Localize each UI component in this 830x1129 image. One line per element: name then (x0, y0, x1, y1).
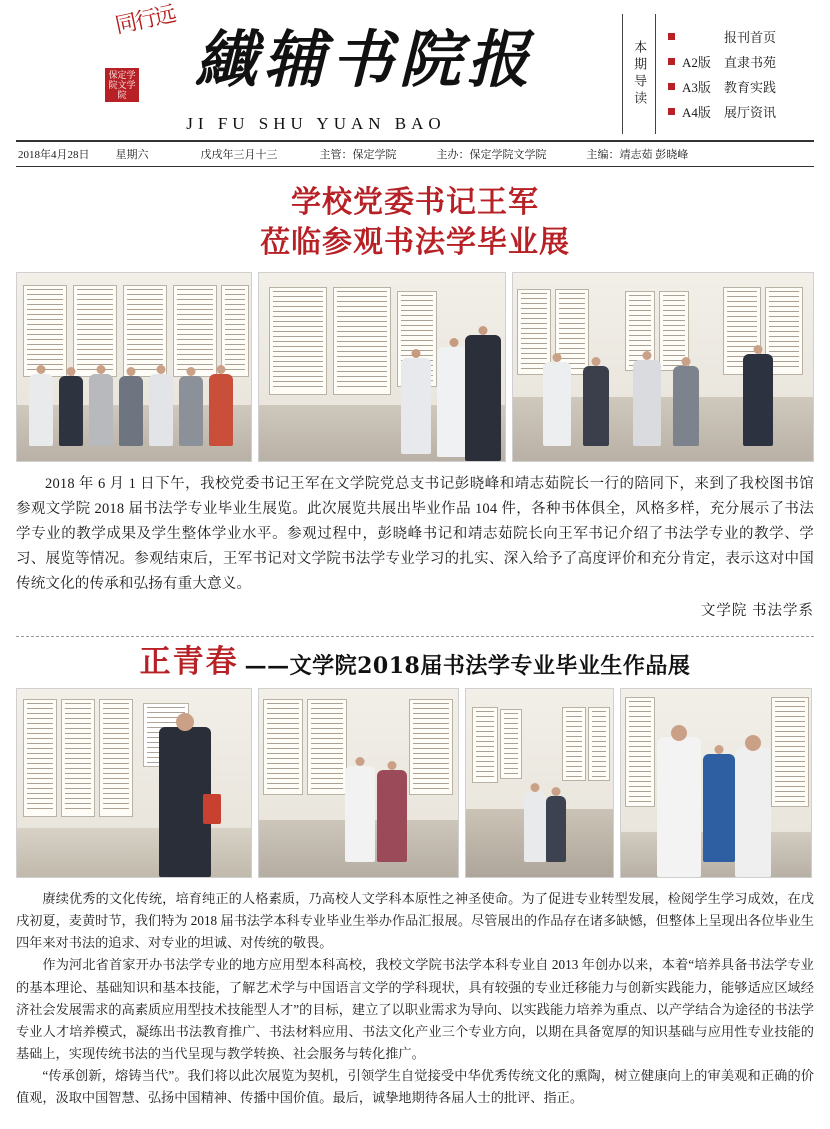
index-item-a3[interactable] (668, 77, 814, 96)
index-item-home[interactable] (668, 27, 814, 46)
supervisor-org: 主管：保定学院 (319, 149, 397, 161)
section2-photo-strip (16, 688, 814, 878)
photo-guests-discussing (620, 688, 812, 878)
index-item-a2[interactable] (668, 52, 814, 71)
chief-editor: 主编：靖志茹 彭晓峰 (586, 149, 689, 161)
bullet-icon (668, 33, 675, 40)
page-title: 纎辅书院报 (194, 23, 535, 96)
red-seal-stamp-icon: 保定学院文学院 (105, 68, 139, 102)
bullet-icon (668, 58, 675, 65)
issue-date: 2018年4月28日 (18, 149, 90, 161)
lead-article-body (16, 472, 814, 624)
issue-info-bar (16, 142, 814, 167)
bullet-icon (668, 83, 675, 90)
section2-header (16, 643, 814, 680)
seal-logo (97, 2, 189, 106)
photo-corridor-view (465, 688, 614, 878)
section2-paragraph-2: 作为河北省首家开办书法学专业的地方应用型本科高校，我校文学院书法学本科专业自 2013 年创办以来，本着“培养具备书法学专业的基本理论、基础知识和基本技能，了解艺术学与中国语言文学的学科现状，具有较强的专业迁移能力与创新实践能力，能够适应区域经济社会发展需求的高素质应用型技术技能型人才”的目标，建立了以职业需求为导向、以实践能力培养为重点、以产学结合为途径的书法学专业人才培养模式，凝练出书法教育推广、书法材料应用、书法文化产业三个专业方向，以期在具备宽厚的知识基础与应用性专业技能的基础上，实现传统书法的当代呈现与教学转换、社会服务与转化推广。 (16, 957, 814, 1062)
section2-title-red: 正青春 (139, 643, 239, 680)
issue-index-list (662, 14, 814, 134)
paper-title-pinyin: JI FU SHU YUAN BAO (186, 114, 446, 133)
index-item-label: 教育实践 (724, 80, 777, 95)
index-item-label: 展厅资讯 (724, 105, 777, 120)
sponsor-org: 主办：保定学院文学院 (436, 149, 547, 161)
section2-title-black: ——文学院2018届书法学专业毕业生作品展 (244, 652, 691, 679)
photo-group-visit (16, 272, 252, 462)
section2-article-body (16, 888, 814, 1110)
lead-headline-line2: 莅临参观书法学毕业展 (260, 224, 570, 260)
photo-gallery-tour (512, 272, 814, 462)
lead-headline (16, 183, 814, 262)
lead-signature: 文学院 书法学系 (700, 602, 814, 619)
issue-guide-label (622, 14, 656, 134)
index-item-code: A2版 (682, 55, 711, 70)
index-item-label: 直隶书苑 (724, 55, 777, 70)
lead-paragraph: 2018 年 6 月 1 日下午，我校党委书记王军在文学院党总支书记彭晓峰和靖志茹院长一行的陪同下，来到了我校图书馆参观文学院 2018 届书法学专业毕业生展览。此次展览共展出毕业作品 104 件，各种书体俱全，风格多样，充分展示了书法学专业的教学成果及学生整体学业水平。参观过程中，彭晓峰书记和靖志茹院长向王军书记介绍了书法学专业的教学、学习、展览等情况。参观结束后，王军书记对文学院书法学专业学习的扎实、深入给予了高度评价和充分肯定，表示这对中国传统文化的传承和弘扬有重大意义。 (16, 476, 814, 592)
issue-lunar-date: 戊戌年三月十三 (200, 149, 278, 161)
lead-photo-strip (16, 272, 814, 462)
index-item-code: A3版 (682, 80, 711, 95)
issue-weekday: 星期六 (115, 149, 149, 161)
index-item-code: A4版 (682, 105, 711, 120)
lead-headline-line1: 学校党委书记王军 (291, 185, 539, 220)
masthead (16, 2, 814, 142)
section2-paragraph-1: 赓续优秀的文化传统，培育纯正的人格素质，乃高校人文学科本原性之神圣使命。为了促进专业转型发展，检阅学生学习成效，在戊戌初夏，麦黄时节，我们特为 2018 届书法学本科专业毕业生举办作品汇报展。尽管展出的作品存在诸多缺憾，但整体上呈现出各位毕业生四年来对书法的追求、对专业的坦诚、对传统的敬畏。 (16, 890, 814, 951)
index-item-label: 报刊首页 (724, 30, 777, 45)
section-divider (16, 636, 814, 637)
logo-row (16, 2, 616, 106)
photo-viewing-works (258, 272, 506, 462)
section2-paragraph-3: “传承创新，熔铸当代”。我们将以此次展览为契机，引领学生自觉接受中华优秀传统文化的熏陶，树立健康向上的审美观和正确的价值观，汲取中国智慧、弘扬中国精神、传播中国价值。最后，诚挚地期待各届人士的批评、指正。 (16, 1068, 814, 1106)
photo-students-talking (258, 688, 459, 878)
calligraphy-mark: 同行远 (112, 2, 177, 39)
issue-guide-text: 本期导读 (632, 40, 648, 108)
photo-visitor-reading (16, 688, 252, 878)
bullet-icon (668, 108, 675, 115)
masthead-title-area (16, 2, 616, 134)
index-item-a4[interactable] (668, 102, 814, 121)
